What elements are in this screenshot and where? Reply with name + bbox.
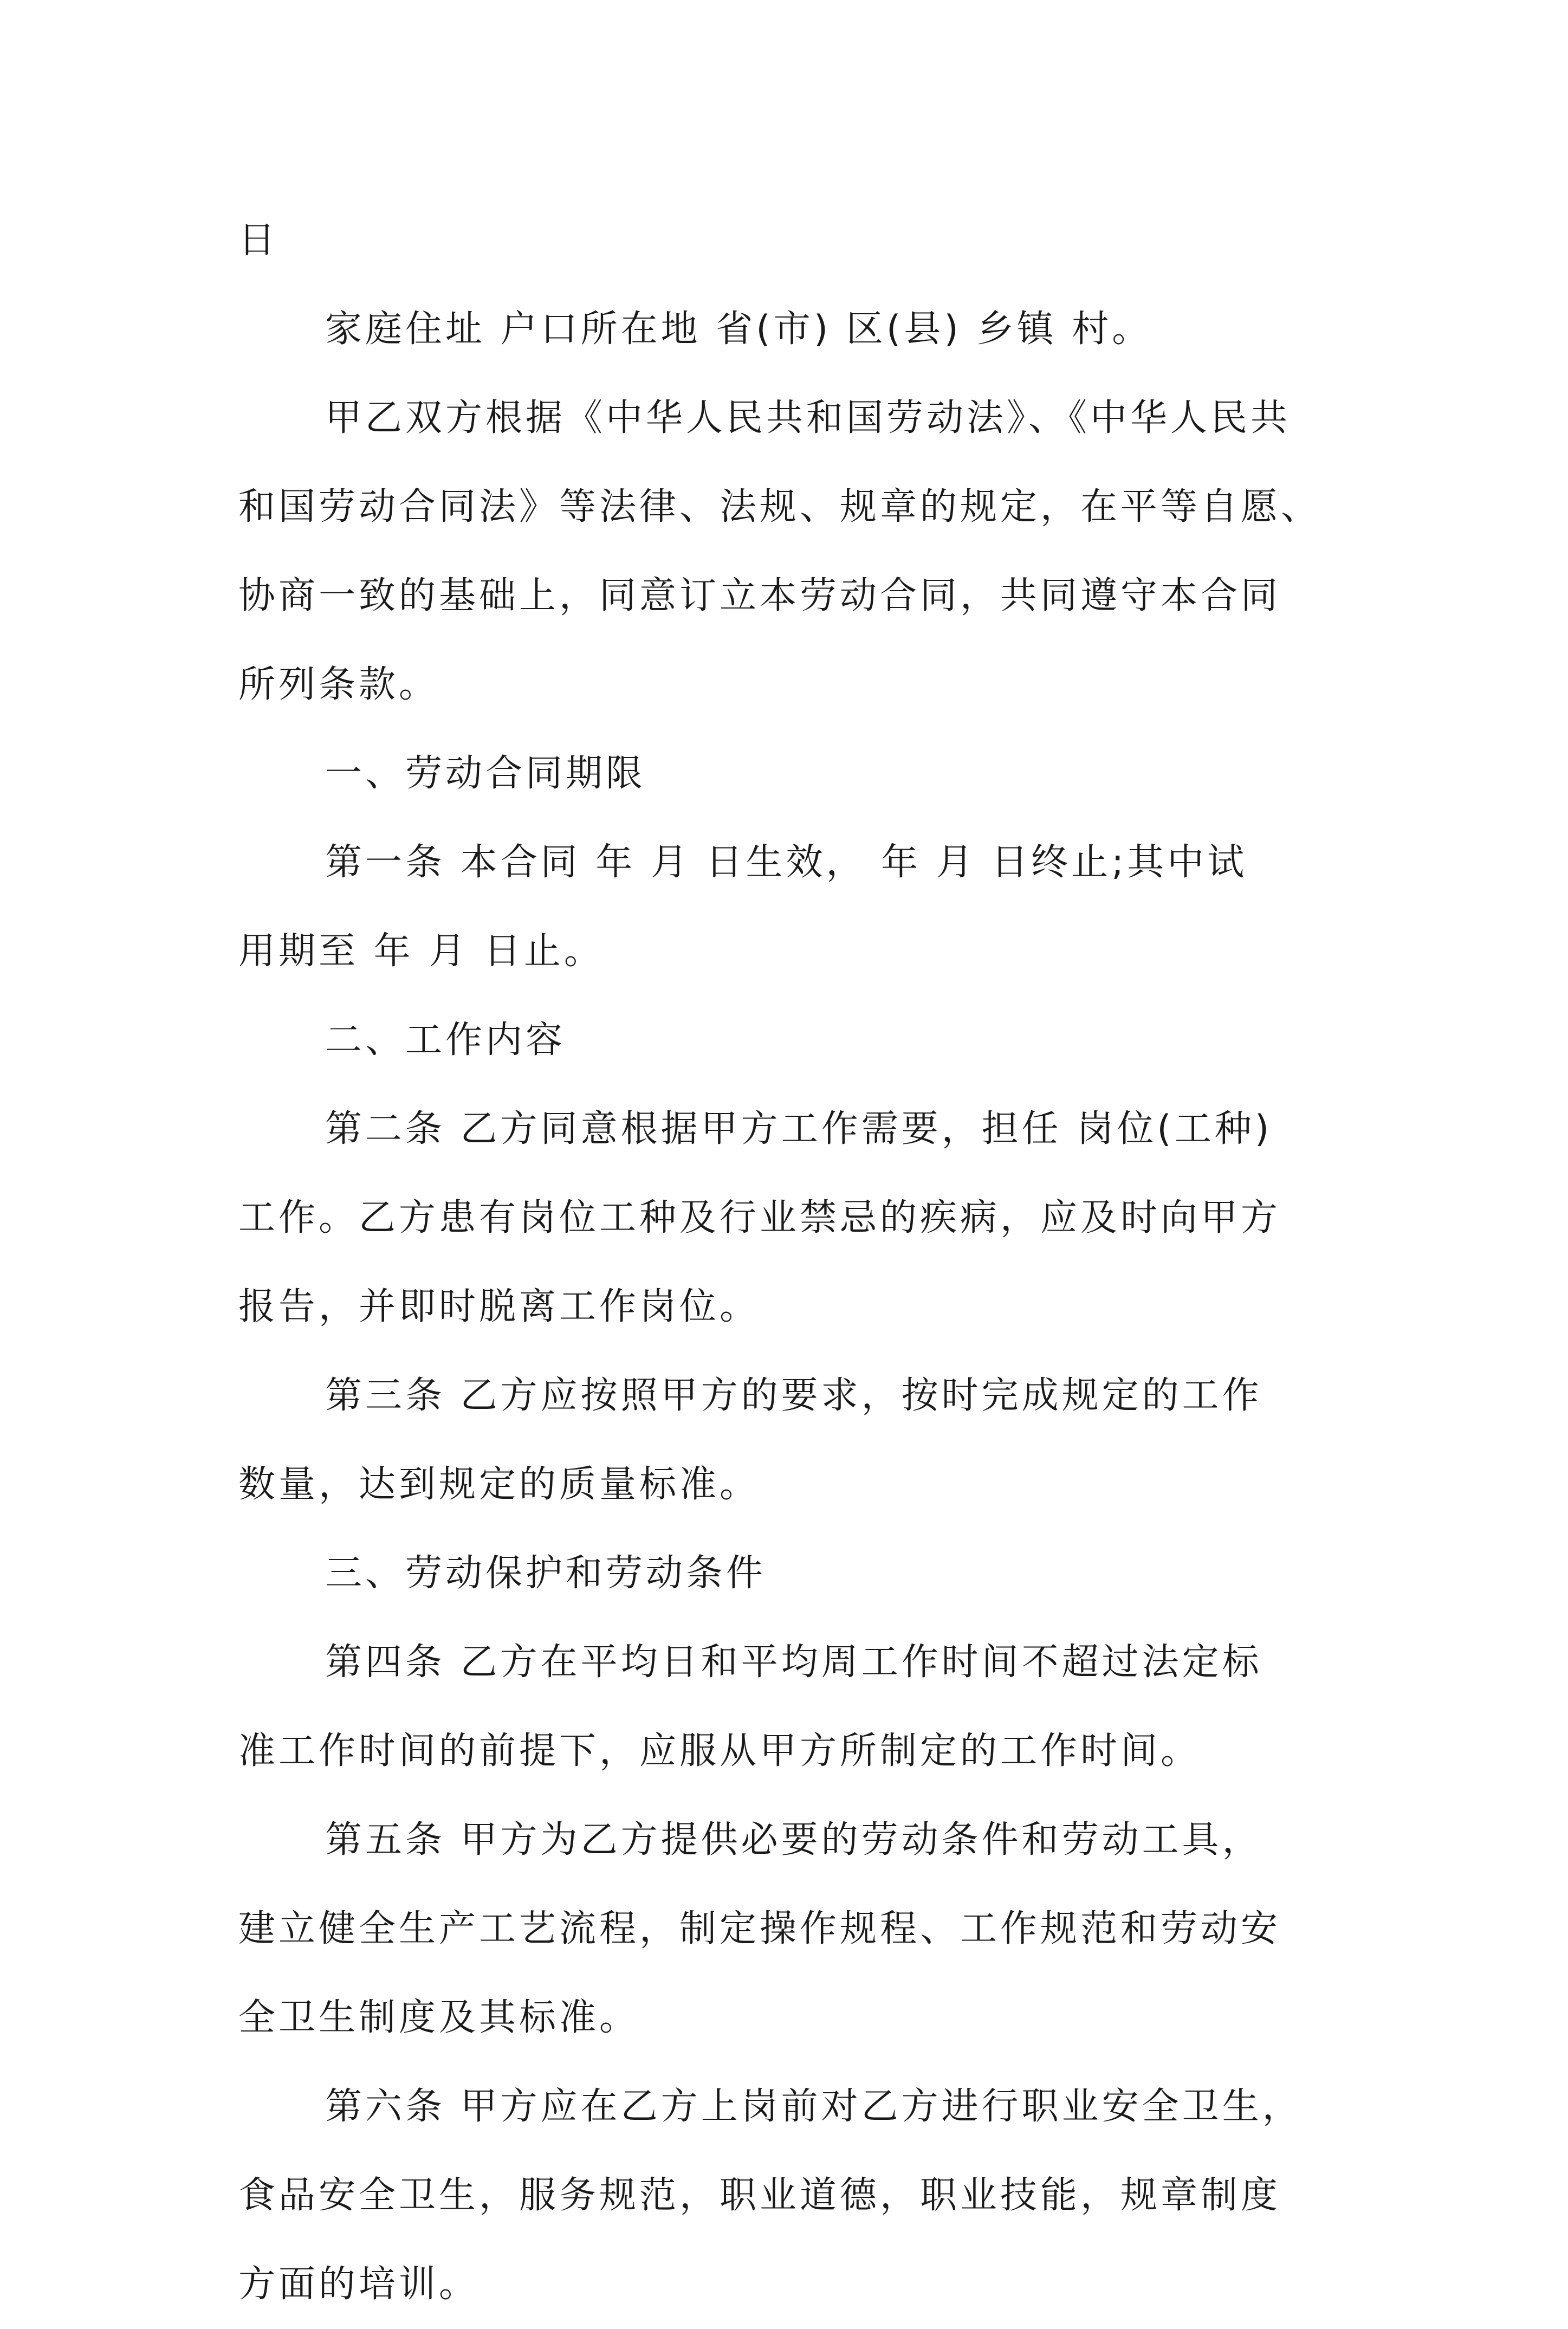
text-line-article-2c: 报告，并即时脱离工作岗位。 [238,1285,760,1328]
text-line-preamble-2: 和国劳动合同法》等法律、法规、规章的规定，在平等自愿、 [238,486,1321,528]
text-line-article-5c: 全卫生制度及其标准。 [238,1996,640,2039]
text-line-article-4b: 准工作时间的前提下，应服从甲方所制定的工作时间。 [238,1730,1201,1772]
section-heading-labor-protection: 三、劳动保护和劳动条件 [325,1552,767,1595]
text-line-article-4a: 第四条 乙方在平均日和平均周工作时间不超过法定标 [325,1641,1262,1684]
text-line-article-3a: 第三条 乙方应按照甲方的要求，按时完成规定的工作 [325,1374,1262,1417]
text-line-address: 家庭住址 户口所在地 省(市) 区(县) 乡镇 村。 [325,308,1152,351]
text-line-article-2a: 第二条 乙方同意根据甲方工作需要，担任 岗位(工种) [325,1108,1273,1150]
contract-body [238,196,1338,2329]
text-line-article-3b: 数量，达到规定的质量标准。 [238,1463,760,1506]
text-line-preamble-4: 所列条款。 [238,663,439,706]
text-line-article-5a: 第五条 甲方为乙方提供必要的劳动条件和劳动工具， [325,1819,1262,1861]
text-line-preamble-1: 甲乙双方根据《中华人民共和国劳动法》、《中华人民共 [325,397,1291,439]
text-line-article-6b: 食品安全卫生，服务规范，职业道德，职业技能，规章制度 [238,2174,1281,2217]
text-line-article-6c: 方面的培训。 [238,2263,480,2306]
section-heading-term: 一、劳动合同期限 [325,752,646,795]
section-heading-work-content: 二、工作内容 [325,1019,566,1062]
text-line-article-2b: 工作。乙方患有岗位工种及行业禁忌的疾病，应及时向甲方 [238,1196,1281,1239]
text-line-article-5b: 建立健全生产工艺流程，制定操作规程、工作规范和劳动安 [238,1907,1281,1950]
text-line-article-1a: 第一条 本合同 年 月 日生效， 年 月 日终止;其中试 [325,841,1248,884]
text-line-preamble-3: 协商一致的基础上，同意订立本劳动合同，共同遵守本合同 [238,574,1281,617]
text-line-article-6a: 第六条 甲方应在乙方上岗前对乙方进行职业安全卫生， [325,2085,1303,2128]
text-line-date-fragment: 日 [238,219,279,262]
text-line-article-1b: 用期至 年 月 日止。 [238,930,604,973]
